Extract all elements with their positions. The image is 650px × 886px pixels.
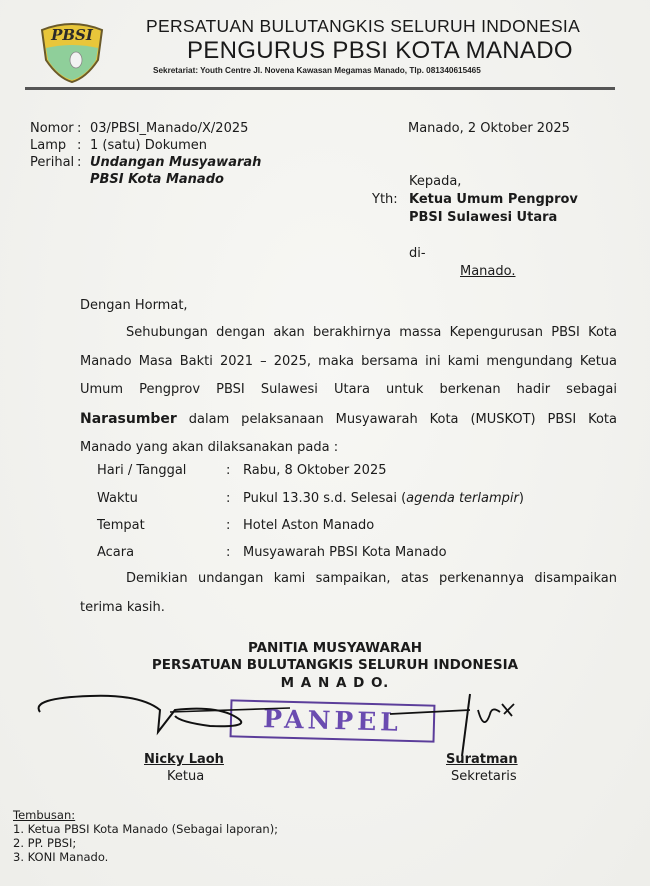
- letterhead-title: PENGURUS PBSI KOTA MANADO: [187, 37, 573, 64]
- nomor-value: 03/PBSI_Manado/X/2025: [90, 121, 249, 136]
- detail-time-text: Pukul 13.30 s.d. Selesai (: [243, 491, 407, 506]
- letterhead-divider: [25, 87, 615, 90]
- colon: :: [226, 491, 231, 506]
- detail-label-event: Acara: [97, 545, 135, 560]
- nomor-label: Nomor: [30, 121, 74, 136]
- detail-time-close: ): [518, 491, 524, 506]
- detail-value-time: [243, 491, 524, 506]
- tembusan-item: 3. KONI Manado.: [13, 850, 109, 864]
- recipient-line1: Ketua Umum Pengprov: [409, 192, 578, 207]
- detail-time-note: agenda terlampir: [406, 491, 519, 506]
- body-text-bold: Narasumber: [80, 410, 177, 427]
- detail-label-place: Tempat: [97, 518, 145, 533]
- committee-city: M A N A D O.: [280, 675, 390, 691]
- colon: :: [226, 545, 231, 560]
- di-label: di-: [409, 246, 426, 261]
- colon: :: [77, 138, 82, 153]
- kepada-label: Kepada,: [409, 174, 462, 189]
- detail-value-event: Musyawarah PBSI Kota Manado: [243, 545, 447, 560]
- letterhead-address: Sekretariat: Youth Centre Jl. Novena Kawasan Megamas Manado, Tlp. 081340615465: [153, 66, 481, 75]
- colon: :: [77, 155, 82, 170]
- detail-value-place: Hotel Aston Manado: [243, 518, 375, 533]
- body-text: dalam pelaksanaan Musyawarah Kota (MUSKOT) PBSI Kota Manado yang akan dilaksanakan pada :: [80, 411, 617, 455]
- signer2-name: Suratman: [446, 752, 518, 767]
- perihal-value-line2: PBSI Kota Manado: [90, 172, 224, 187]
- recipient-line2: PBSI Sulawesi Utara: [409, 210, 558, 225]
- tembusan-item: 2. PP. PBSI;: [13, 836, 77, 850]
- stamp-text: PANPEL: [262, 704, 403, 737]
- colon: :: [77, 121, 82, 136]
- perihal-label: Perihal: [30, 155, 75, 170]
- colon: :: [226, 463, 231, 478]
- committee-org: PERSATUAN BULUTANGKIS SELURUH INDONESIA: [151, 657, 519, 673]
- closing-paragraph: Demikian undangan kami sampaikan, atas perkenannya disampaikan terima kasih.: [80, 571, 617, 615]
- signer2-role: Sekretaris: [451, 769, 517, 784]
- body-text: Sehubungan dengan akan berakhirnya massa Kepengurusan PBSI Kota Manado Masa Bakti 2021 – 2025, maka bersama ini kami mengundang Ketua Umum Pengprov PBSI Sulawesi Utara untuk berkenan hadir sebagai: [80, 325, 617, 397]
- yth-label: Yth:: [372, 192, 398, 207]
- lamp-value: 1 (satu) Dokumen: [90, 138, 207, 153]
- perihal-value-line1: Undangan Musyawarah: [90, 155, 262, 170]
- lamp-label: Lamp: [30, 138, 67, 153]
- signer1-name: Nicky Laoh: [144, 752, 224, 767]
- recipient-place: Manado.: [460, 264, 516, 279]
- date-line: Manado, 2 Oktober 2025: [408, 121, 570, 136]
- svg-text:PBSI: PBSI: [51, 26, 93, 44]
- detail-label-time: Waktu: [97, 491, 138, 506]
- letterhead-org: PERSATUAN BULUTANGKIS SELURUH INDONESIA: [146, 16, 581, 36]
- signer1-role: Ketua: [167, 769, 205, 784]
- body-paragraph: [80, 319, 617, 463]
- tembusan-item: 1. Ketua PBSI Kota Manado (Sebagai laporan);: [13, 822, 279, 836]
- tembusan-title: Tembusan:: [13, 808, 76, 822]
- committee-title: PANITIA MUSYAWARAH: [247, 640, 423, 656]
- colon: :: [226, 518, 231, 533]
- detail-value-date: Rabu, 8 Oktober 2025: [243, 463, 387, 478]
- pbsi-logo-icon: [36, 16, 108, 84]
- salutation: Dengan Hormat,: [80, 298, 188, 313]
- detail-label-date: Hari / Tanggal: [97, 463, 187, 478]
